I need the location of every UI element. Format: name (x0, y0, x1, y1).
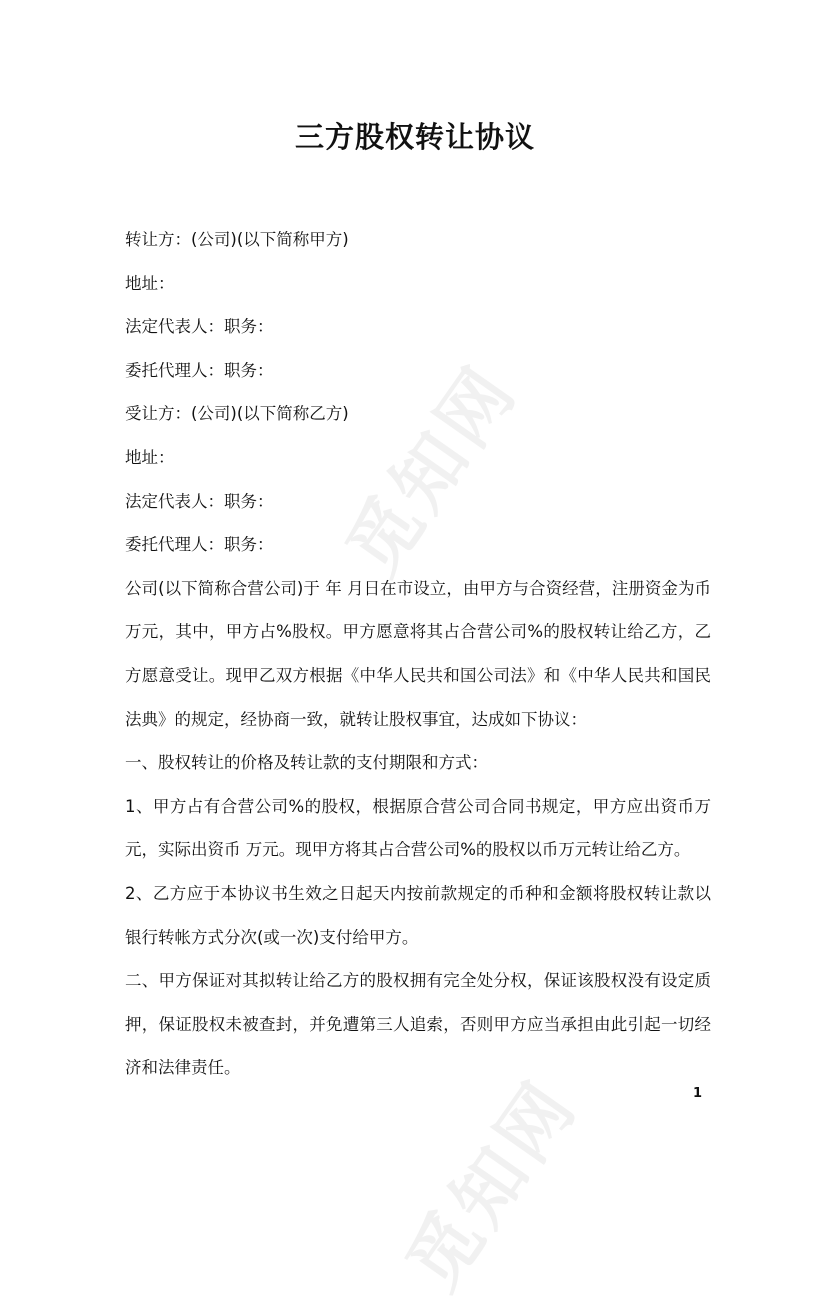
page-number: 1 (693, 1086, 703, 1101)
transferee-legal-rep-line: 法定代表人：职务： (125, 491, 274, 511)
clause-1-paragraph: 1、甲方占有合营公司%的股权，根据原合营公司合同书规定，甲方应出资币万元，实际出资币 万元。现甲方将其占合营公司%的股权以币万元转让给乙方。 (125, 796, 711, 860)
document-body (125, 218, 711, 1090)
watermark: 觅知网 (330, 349, 534, 590)
transferor-line: 转让方：(公司)(以下简称甲方) (125, 230, 349, 249)
transferee-address-line: 地址： (125, 447, 175, 467)
intro-paragraph: 公司(以下简称合营公司)于 年 月日在市设立，由甲方与合资经营，注册资金为币万元，其中，甲方占%股权。甲方愿意将其占合营公司%的股权转让给乙方，乙方愿意受让。现甲乙双方根据《中华人民共和国公司法》和《中华人民共和国民法典》的规定，经协商一致，就转让股权事宜，达成如下协议： (125, 578, 711, 729)
section-two-paragraph: 二、甲方保证对其拟转让给乙方的股权拥有完全处分权，保证该股权没有设定质押，保证股权未被查封，并免遭第三人追索，否则甲方应当承担由此引起一切经济和法律责任。 (125, 971, 711, 1078)
transferee-line: 受让方：(公司)(以下简称乙方) (125, 404, 349, 424)
transferee-agent-line: 委托代理人：职务： (125, 535, 274, 555)
transferor-address-line: 地址： (125, 273, 175, 293)
transferor-legal-rep-line: 法定代表人：职务： (125, 317, 274, 337)
document-title: 三方股权转让协议 (294, 120, 535, 154)
transferor-agent-line: 委托代理人：职务： (125, 360, 274, 380)
section-one-heading: 一、股权转让的价格及转让款的支付期限和方式： (125, 753, 488, 773)
watermark-bottom: 觅知网 (390, 1064, 594, 1305)
clause-2-paragraph: 2、乙方应于本协议书生效之日起天内按前款规定的币种和金额将股权转让款以银行转帐方式分次(或一次)支付给甲方。 (125, 883, 711, 947)
